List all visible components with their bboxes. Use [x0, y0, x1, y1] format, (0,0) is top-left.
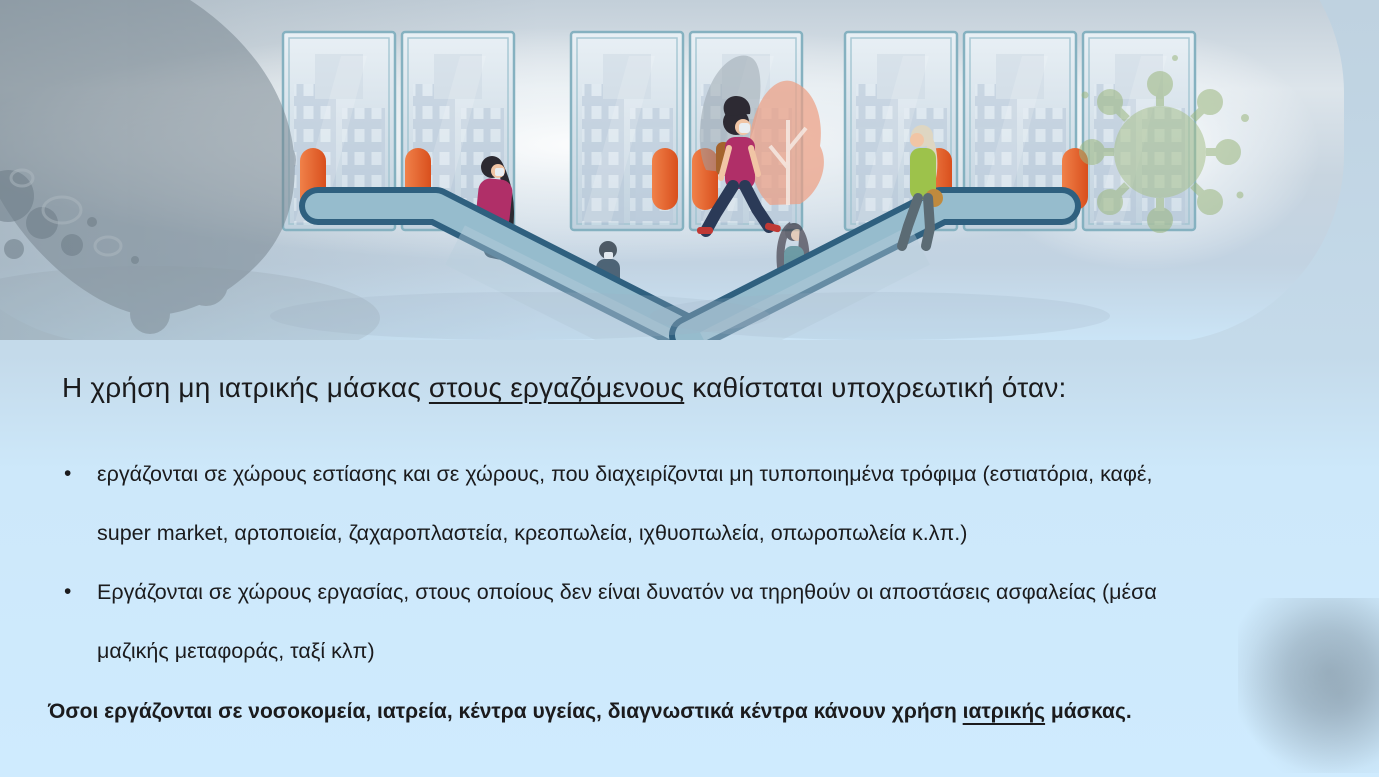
slide-title: [62, 372, 1067, 404]
footer-statement: [48, 700, 1132, 724]
bullet-1-line-1: εργάζονται σε χώρους εστίασης και σε χώρους, που διαχειρίζονται μη τυποποιημένα τρόφιμα (εστιατόρια, καφέ,: [97, 462, 1153, 486]
title-text: Η χρήση μη ιατρικής μάσκας: [62, 372, 429, 403]
coronavirus-blur-icon: [1238, 598, 1379, 773]
footer-underlined-text: ιατρικής: [962, 700, 1046, 723]
title-text-tail: καθίσταται υποχρεωτική όταν:: [684, 372, 1067, 403]
bullet-marker-2: •: [64, 580, 72, 603]
footer-text: Όσοι εργάζονται σε νοσοκομεία, ιατρεία, κέντρα υγείας, διαγνωστικά κέντρα κάνουν χρήση: [48, 700, 963, 723]
header-illustration: [0, 0, 1379, 340]
bullet-2-line-1: Εργάζονται σε χώρους εργασίας, στους οποίους δεν είναι δυνατόν να τηρηθούν οι αποστάσεις ασφαλείας (μέσα: [97, 580, 1157, 604]
banner-illustration-svg: [0, 0, 1379, 340]
footer-text-tail: μάσκας.: [1045, 700, 1132, 723]
title-underlined-text: στους εργαζόμενους: [428, 372, 685, 403]
bullet-1-line-2: super market, αρτοποιεία, ζαχαροπλαστεία, κρεοπωλεία, ιχθυοπωλεία, οπωροπωλεία κ.λπ.): [97, 521, 968, 545]
bullet-2-line-2: μαζικής μεταφοράς, ταξί κλπ): [97, 639, 375, 663]
bullet-marker-1: •: [64, 462, 72, 485]
